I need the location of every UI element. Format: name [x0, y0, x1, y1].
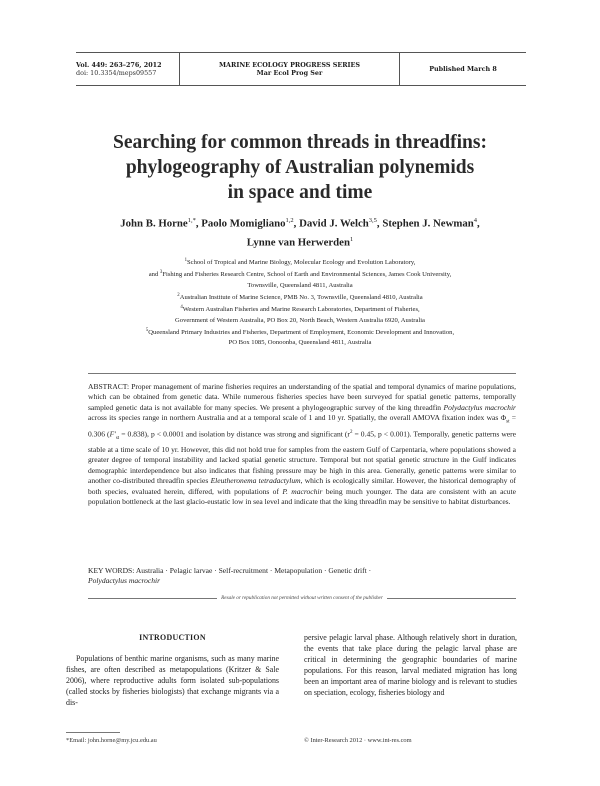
author-name[interactable]: Lynne van Herwerden	[246, 236, 350, 249]
body-column-right	[304, 632, 517, 699]
notice-rule	[88, 598, 217, 599]
keywords	[88, 566, 516, 587]
header-journal-cell	[180, 53, 400, 85]
affiliation-line: School of Tropical and Marine Biology, Molecular Ecology and Evolution Laboratory,	[186, 259, 416, 267]
author-affil-mark: 4	[473, 217, 478, 224]
affiliation-line: Townsville, Queensland 4811, Australia	[247, 281, 353, 289]
author-affil-mark: 1,2	[285, 217, 294, 224]
footnote-divider	[66, 732, 120, 733]
species-name: Polydactylus macrochir	[443, 402, 516, 412]
copyright-notice: © Inter-Research 2012 · www.int-res.com	[304, 737, 412, 744]
author-name[interactable]: Stephen J. Newman	[382, 217, 474, 230]
volume-info: Vol. 449: 263–276, 2012	[76, 60, 162, 69]
affiliation-line: Australian Institute of Marine Science, PMB No. 3, Townsville, Queensland 4810, Australia	[179, 294, 423, 302]
title-line: in space and time	[227, 182, 373, 203]
header-published-cell	[400, 53, 526, 85]
doi-link[interactable]: doi: 10.3354/meps09557	[76, 69, 157, 77]
article-title	[60, 130, 540, 205]
author-affil-mark: 1,*	[187, 217, 196, 224]
abstract: ABSTRACT: Proper management of marine fisheries requires an understanding of the spatial and temporal dynamics of marine populations, which can be obtained from genetic data. While numerous fisheries species have been surveyed for spatial genetic patterns, temporally sampled genetic data is not available for many species. We present a phylogeographic survey of the king threadfin Polydactylus macrochir across its species range in northern Australia and at a temporal scale of 1 and 10 yr. Spatially, the overall AMOVA fixation index was $\Phi_{st} = 0.306$ $(F'_{st} = 0.838)$, p < 0.0001 and isolation by distance was strong and significant ($r^2 = 0.45$, p < 0.001). Temporally, genetic patterns were stable at a time scale of 10 yr. However, this did not hold true for samples from the eastern Gulf of Carpentaria, where populations showed a greater degree of temporal instability and lacked spatial genetic structure. Temporal but not spatial genetic structure in the Gulf indicates demographic interdependence but also indicates that fishing pressure may be high in this area. Generally, genetic patterns were similar to another co-distributed threadfin species Eleutheronema tetradactylum, which is ecologically similar. However, the historical demography of both species, evaluated herein, differed, with populations of P. macrochir being much younger. The data are consistent with an acute population bottleneck at the last glacio-eustatic low in sea level and indicate that the king threadfin may be sensitive to habitat disturbances.	[88, 382, 517, 507]
author-name[interactable]: John B. Horne	[120, 217, 188, 230]
affiliation-line: Queensland Primary Industries and Fisheries, Department of Employment, Economic Development and Innovation,	[148, 329, 455, 337]
journal-abbrev: Mar Ecol Prog Ser	[256, 69, 323, 77]
notice-text: Resale or republication not permitted without written consent of the publisher	[221, 595, 383, 601]
published-date: Published March 8	[429, 64, 497, 73]
journal-name: MARINE ECOLOGY PROGRESS SERIES	[218, 60, 360, 69]
abstract-divider	[88, 373, 516, 374]
republication-notice	[88, 593, 516, 603]
body-paragraph: Populations of benthic marine organisms, such as many marine fishes, are often described as metapopulations (Kritzer & Sale 2006), where reproductive adults form isolated sub-populations (called stocks by fisheries biologists) that exchange migrants via a dis-	[66, 654, 279, 708]
author-list: John B. Horne$^{1,*}$, Paolo Momigliano$^{1,2}$, David J. Welch$^{3,5}$, Stephen J. Newman$^4$, Lynne van Herwerden$^1$	[120, 217, 480, 249]
section-heading: INTRODUCTION	[139, 633, 206, 642]
journal-header	[76, 52, 526, 86]
author-affil-mark: 1	[349, 235, 354, 243]
affiliation-line: PO Box 1085, Oonoonba, Queensland 4811, Australia	[228, 339, 372, 347]
keyword-species: Polydactylus macrochir	[88, 576, 161, 586]
author-affil-mark: 3,5	[368, 217, 377, 224]
body-paragraph: persive pelagic larval phase. Although relatively short in duration, the events that take place during the pelagic larval phase are critical in determining the geographic boundaries of marine populations. For this reason, larval mediated migration has long been an important area of marine biology and is relevant to studies on speciation, ecology, fisheries biology and	[304, 633, 517, 698]
species-name: Eleutheronema tetradactylum	[210, 476, 301, 486]
keywords-list: Australia · Pelagic larvae · Self-recruitment · Metapopulation · Genetic drift ·	[135, 566, 372, 575]
notice-rule	[387, 598, 516, 599]
corresponding-email[interactable]: *Email: john.horne@my.jcu.edu.au	[66, 737, 157, 744]
title-line: phylogeography of Australian polynemids	[125, 157, 475, 178]
author-name[interactable]: David J. Welch	[299, 217, 369, 230]
species-name: P. macrochir	[282, 486, 323, 496]
affiliations: $^1$School of Tropical and Marine Biology, Molecular Ecology and Evolution Laboratory, and $^3$Fishing and Fisheries Research Centre, School of Earth and Environmental Sciences, James Cook University, Townsville, Queensland 4811, Australia $^2$Australian Institute of Marine Science, PMB No. 3, Townsville, Queensland 4810, Australia $^4$Western Australian Fisheries and Marine Research Laboratories, Department of Fisheries, Government of Western Australia, PO Box 20, North Beach, Western Australia 6920, Australia $^5$Queensland Primary Industries and Fisheries, Department of Employment, Economic Development and Innovation, PO Box 1085, Oonoonba, Queensland 4811, Australia	[145, 258, 455, 347]
keywords-label: KEY WORDS:	[88, 566, 135, 575]
title-line: Searching for common threads in threadfins:	[113, 132, 487, 153]
affiliation-line: Western Australian Fisheries and Marine Research Laboratories, Department of Fisheries,	[182, 306, 420, 314]
header-volume-cell	[76, 53, 180, 85]
affiliation-line: Government of Western Australia, PO Box 20, North Beach, Western Australia 6920, Australia	[175, 316, 425, 324]
body-column-left	[66, 632, 279, 709]
affiliation-line: Fishing and Fisheries Research Centre, School of Earth and Environmental Sciences, James Cook University,	[162, 271, 452, 279]
author-name[interactable]: Paolo Momigliano	[201, 217, 286, 230]
